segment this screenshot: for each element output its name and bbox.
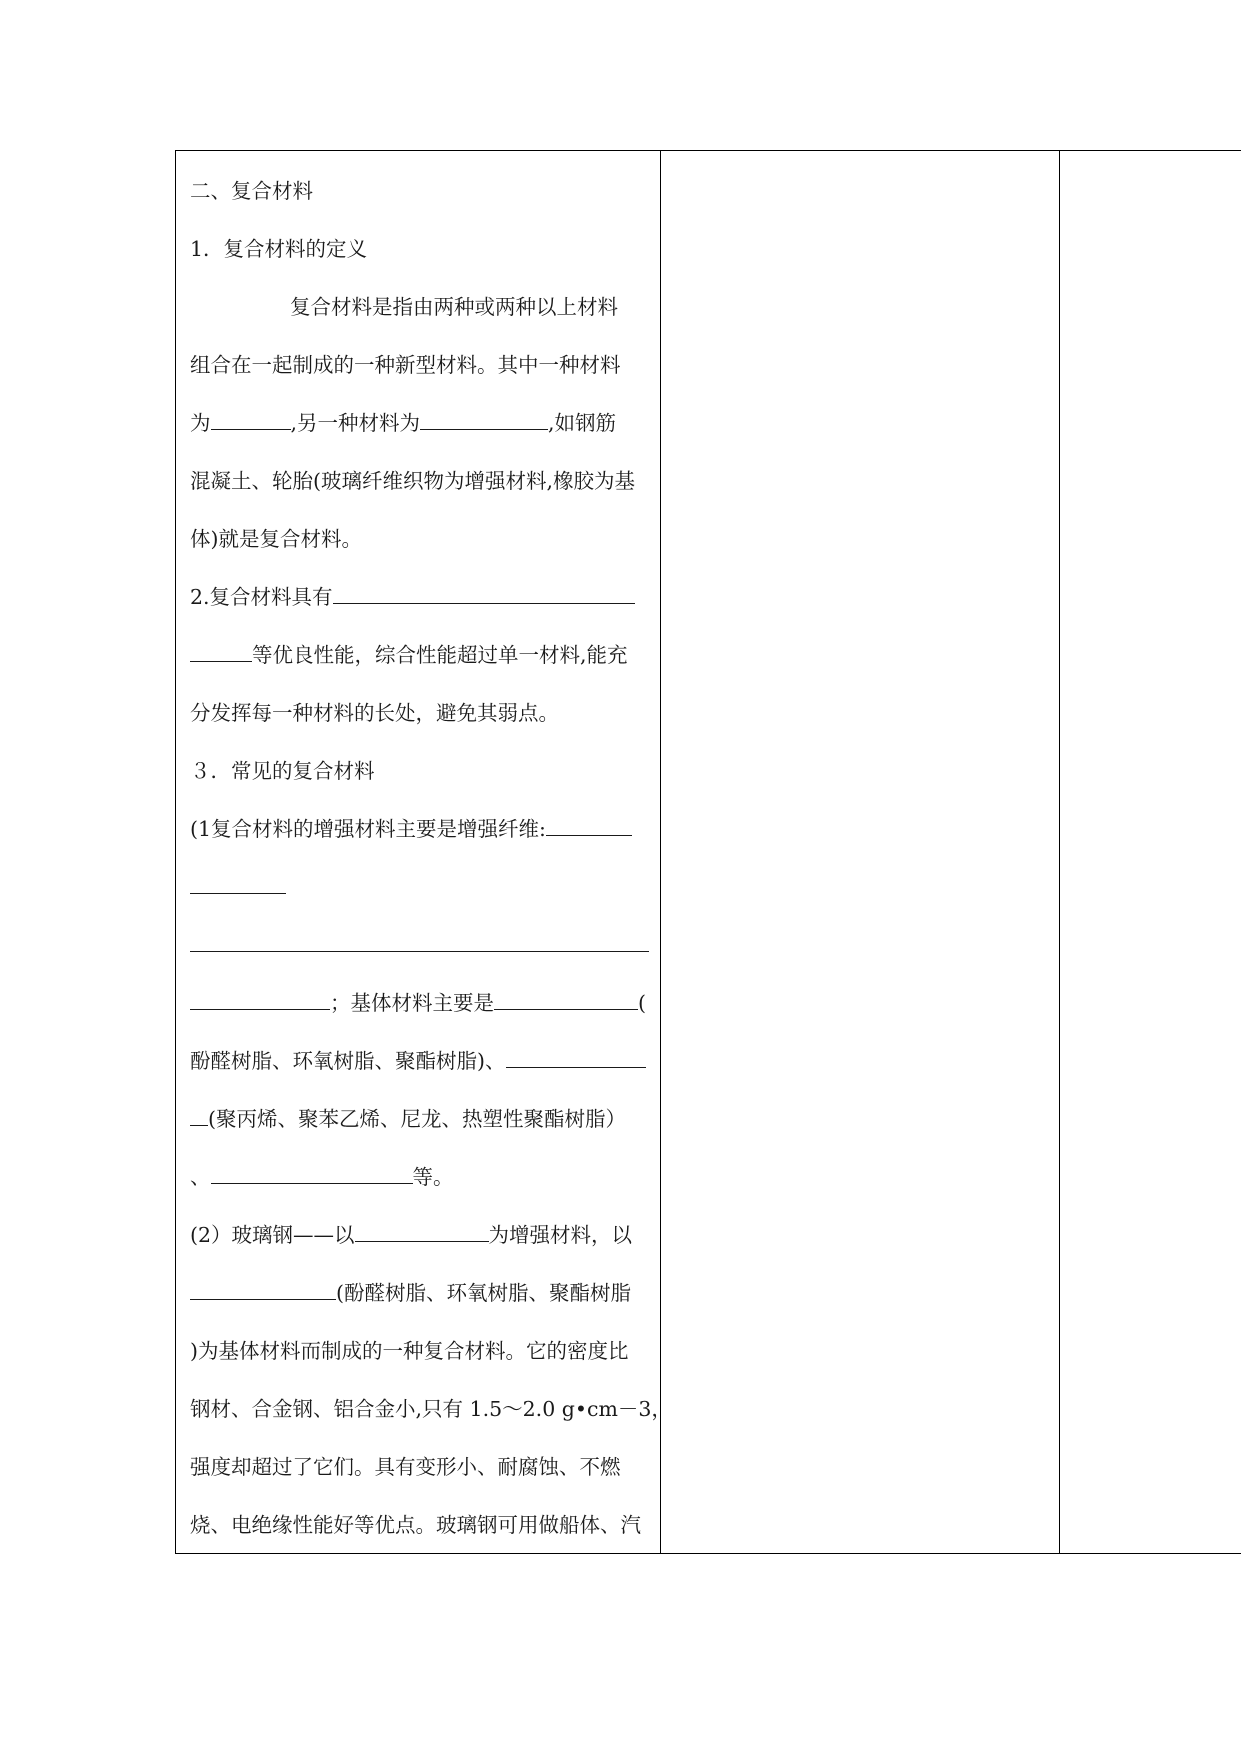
definition-heading: 1．复合材料的定义 — [190, 237, 368, 261]
definition-text: 为 ,另一种材料为 ,如钢筋 — [190, 411, 617, 435]
glass-fiber-text: 烧、电绝缘性能好等优点。玻璃钢可用做船体、汽 — [190, 1513, 641, 1537]
fill-in-blank[interactable] — [190, 643, 252, 662]
reinforcement-text — [190, 875, 286, 899]
fill-in-blank[interactable] — [190, 991, 330, 1010]
reinforcement-text: (1复合材料的增强材料主要是增强纤维: — [190, 817, 632, 841]
reinforcement-text — [190, 933, 649, 957]
glass-fiber-text: (2）玻璃钢——以 为增强材料，以 — [190, 1223, 633, 1247]
glass-fiber-text: 钢材、合金钢、铝合金小,只有 1.5～2.0 g•cm－3， — [190, 1397, 672, 1421]
fill-in-blank[interactable] — [494, 991, 638, 1010]
fill-in-blank[interactable] — [190, 875, 286, 894]
glass-fiber-text: 强度却超过了它们。具有变形小、耐腐蚀、不燃 — [190, 1455, 621, 1479]
properties-text: 分发挥每一种材料的长处，避免其弱点。 — [190, 701, 559, 725]
column-divider — [660, 151, 661, 1553]
lesson-table — [175, 150, 1241, 1554]
properties-text: 等优良性能，综合性能超过单一材料,能充 — [190, 643, 628, 667]
section-title: 二、复合材料 — [190, 179, 313, 203]
glass-fiber-text: )为基体材料而制成的一种复合材料。它的密度比 — [190, 1339, 629, 1363]
fill-in-blank[interactable] — [211, 411, 291, 430]
definition-text: 体)就是复合材料。 — [190, 527, 362, 551]
fill-in-blank[interactable] — [190, 933, 649, 952]
definition-text: 复合材料是指由两种或两种以上材料 — [290, 295, 618, 319]
matrix-text: 酚醛树脂、环氧树脂、聚酯树脂)、 — [190, 1049, 646, 1073]
fill-in-blank[interactable] — [190, 1281, 336, 1300]
fill-in-blank[interactable] — [355, 1223, 489, 1242]
definition-text: 组合在一起制成的一种新型材料。其中一种材料 — [190, 353, 621, 377]
fill-in-blank[interactable] — [333, 585, 635, 604]
matrix-text: (聚丙烯、聚苯乙烯、尼龙、热塑性聚酯树脂） — [190, 1107, 626, 1131]
properties-text: 2.复合材料具有 — [190, 585, 635, 609]
fill-in-blank[interactable] — [506, 1049, 646, 1068]
fill-in-blank[interactable] — [190, 1107, 208, 1126]
common-materials-heading: ３．常见的复合材料 — [190, 759, 375, 783]
column-divider — [1059, 151, 1060, 1553]
fill-in-blank[interactable] — [420, 411, 548, 430]
definition-text: 混凝土、轮胎(玻璃纤维织物为增强材料,橡胶为基 — [190, 469, 636, 493]
fill-in-blank[interactable] — [211, 1165, 413, 1184]
fill-in-blank[interactable] — [546, 817, 632, 836]
matrix-text: ；基体材料主要是 ( — [190, 991, 646, 1015]
glass-fiber-text: (酚醛树脂、环氧树脂、聚酯树脂 — [190, 1281, 631, 1305]
matrix-text: 、 等。 — [190, 1165, 454, 1189]
